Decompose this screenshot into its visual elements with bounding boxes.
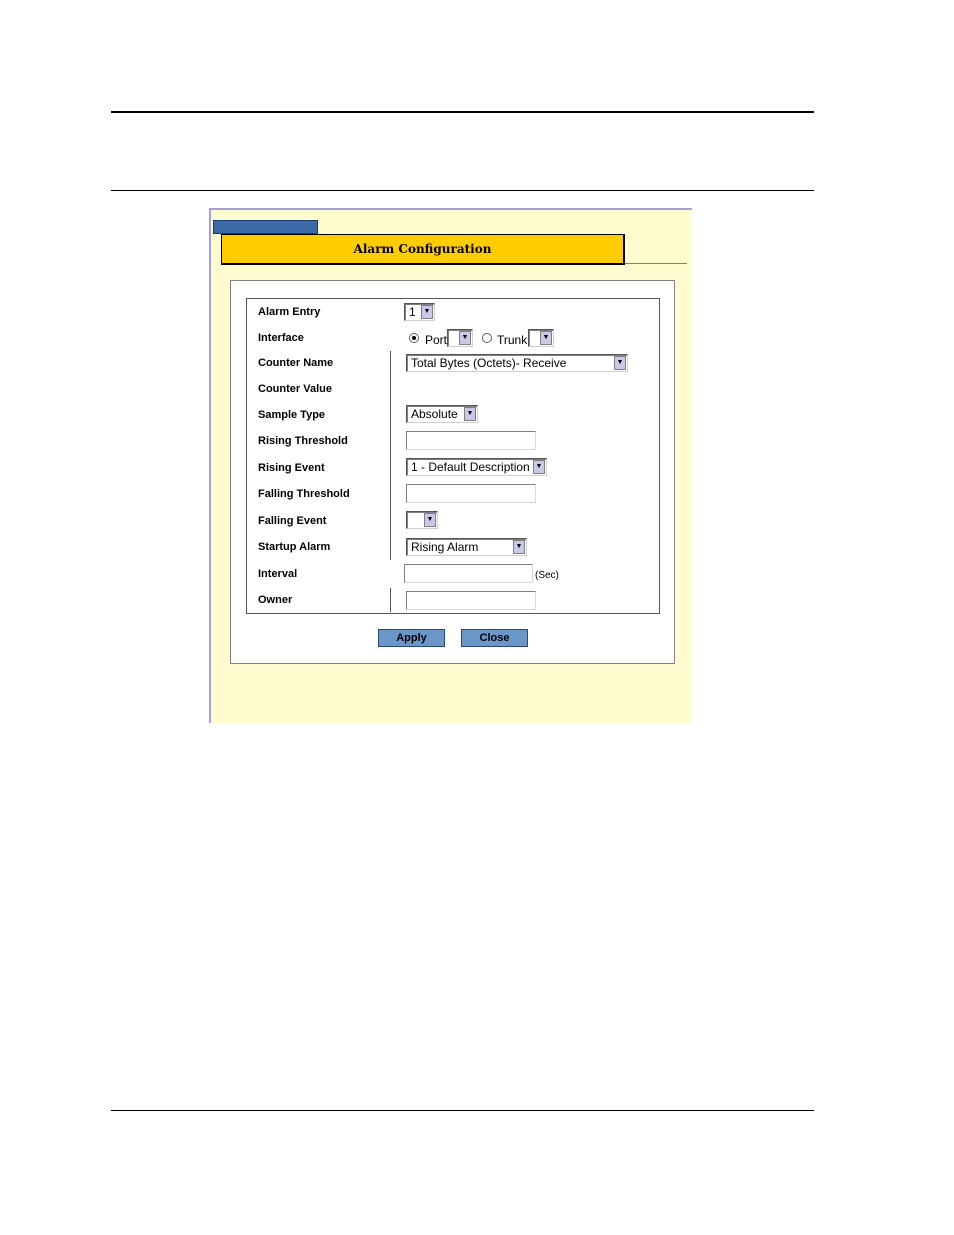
chevron-down-icon: ▼ xyxy=(533,460,545,474)
form-fields-box xyxy=(246,298,660,614)
column-divider xyxy=(390,588,391,612)
startup-alarm-value: Rising Alarm xyxy=(411,540,479,554)
window-tab xyxy=(213,220,318,234)
falling-threshold-label: Falling Threshold xyxy=(258,488,350,500)
form-panel xyxy=(230,280,675,664)
chevron-down-icon: ▼ xyxy=(424,513,436,527)
page-top-rule xyxy=(111,111,814,113)
alarm-configuration-window xyxy=(209,208,692,723)
interval-label: Interval xyxy=(258,568,298,580)
chevron-down-icon: ▼ xyxy=(459,331,471,345)
radio-selected-dot xyxy=(412,336,416,340)
falling-event-select[interactable] xyxy=(406,511,438,529)
title-divider xyxy=(625,263,687,264)
owner-label: Owner xyxy=(258,594,293,606)
owner-input[interactable] xyxy=(406,591,536,610)
rising-event-value: 1 - Default Description xyxy=(411,460,530,474)
chevron-down-icon: ▼ xyxy=(540,331,552,345)
alarm-entry-select[interactable] xyxy=(404,303,435,321)
startup-alarm-label: Startup Alarm xyxy=(258,541,331,553)
counter-name-select[interactable] xyxy=(406,354,628,372)
trunk-radio-label: Trunk xyxy=(497,333,528,347)
falling-threshold-input[interactable] xyxy=(406,484,536,503)
close-button[interactable]: Close xyxy=(461,629,528,647)
rising-threshold-label: Rising Threshold xyxy=(258,435,348,447)
counter-name-value: Total Bytes (Octets)- Receive xyxy=(411,356,567,370)
rising-event-select[interactable] xyxy=(406,458,547,476)
alarm-entry-value: 1 xyxy=(409,305,416,319)
port-radio[interactable] xyxy=(409,333,419,343)
trunk-select[interactable] xyxy=(528,329,554,347)
sample-type-label: Sample Type xyxy=(258,409,326,421)
chevron-down-icon: ▼ xyxy=(614,356,626,370)
column-divider xyxy=(390,351,391,560)
alarm-entry-label: Alarm Entry xyxy=(258,306,321,318)
sample-type-select[interactable] xyxy=(406,405,478,423)
interval-unit: (Sec) xyxy=(535,570,559,581)
interval-input[interactable] xyxy=(404,564,533,583)
port-select[interactable] xyxy=(447,329,473,347)
chevron-down-icon: ▼ xyxy=(421,305,433,319)
port-radio-label: Port xyxy=(425,333,448,347)
startup-alarm-select[interactable] xyxy=(406,538,527,556)
sample-type-value: Absolute xyxy=(411,407,458,421)
dialog-title: Alarm Configuration xyxy=(221,234,625,265)
page-footer-rule xyxy=(111,1110,814,1111)
counter-value-label: Counter Value xyxy=(258,383,332,395)
chevron-down-icon: ▼ xyxy=(464,407,476,421)
counter-name-label: Counter Name xyxy=(258,357,334,369)
rising-threshold-input[interactable] xyxy=(406,431,536,450)
rising-event-label: Rising Event xyxy=(258,462,325,474)
interface-label: Interface xyxy=(258,332,304,344)
chevron-down-icon: ▼ xyxy=(513,540,525,554)
page-header-rule xyxy=(111,190,814,191)
apply-button[interactable]: Apply xyxy=(378,629,445,647)
trunk-radio[interactable] xyxy=(482,333,492,343)
falling-event-label: Falling Event xyxy=(258,515,327,527)
